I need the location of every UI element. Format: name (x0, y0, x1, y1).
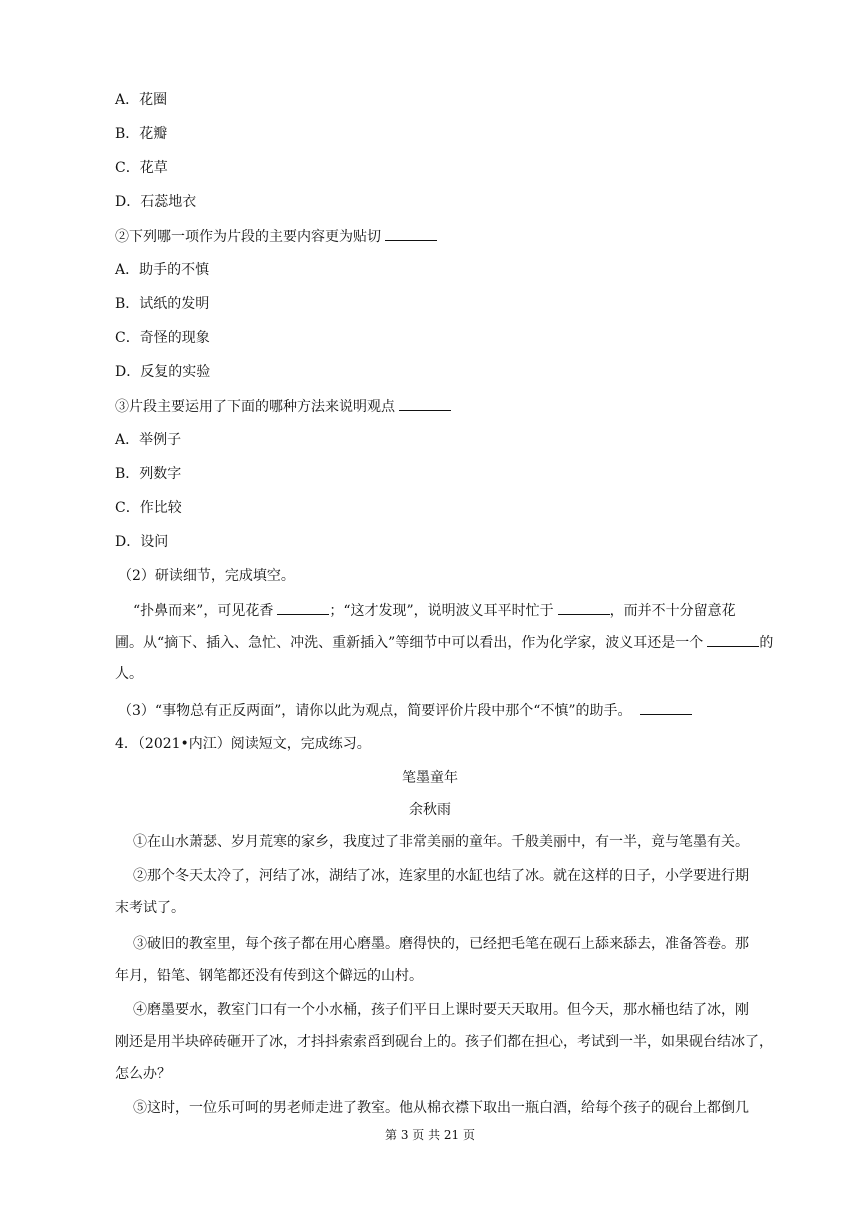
answer-blank[interactable] (277, 600, 329, 615)
fill-blank-line-2 (115, 632, 773, 653)
paragraph-4-end: 怎么办？ (115, 1066, 171, 1082)
fill-text: ，而并不十分留意花 (609, 603, 736, 619)
paragraph-3-cont: 年月，铅笔、钢笔都还没有传到这个僻远的山村。 (115, 968, 423, 984)
question-4: 4．（2021•内江）阅读短文，完成练习。 (115, 736, 371, 752)
question-2-text: ②下列哪一项作为片段的主要内容更为贴切 (115, 229, 381, 245)
option-c: C．奇怪的现象 (115, 330, 210, 346)
fill-text: 的 (759, 635, 774, 651)
option-d: D．石蕊地衣 (115, 194, 197, 210)
paragraph-2: ②那个冬天太冷了，河结了冰，湖结了冰，连家里的水缸也结了冰。就在这样的日子，小学要进行期 (133, 868, 749, 884)
option-c: C．作比较 (115, 500, 182, 516)
option-b: B．试纸的发明 (115, 296, 210, 312)
fill-text: ；“这才发现”，说明波义耳平时忙于 (329, 603, 554, 619)
option-a: A．花圈 (115, 92, 168, 108)
sub-question-2: （2）研读细节，完成填空。 (118, 568, 295, 584)
paragraph-5: ⑤这时，一位乐可呵的男老师走进了教室。他从棉衣襟下取出一瓶白酒，给每个孩子的砚台上都倒几 (133, 1100, 749, 1116)
question-3 (115, 396, 451, 417)
paragraph-2-cont: 末考试了。 (115, 900, 185, 916)
question-2 (115, 226, 437, 247)
article-author: 余秋雨 (409, 802, 451, 818)
answer-blank[interactable] (640, 700, 692, 715)
option-a: A．举例子 (115, 432, 182, 448)
option-d: D．反复的实验 (115, 364, 211, 380)
option-d: D．设问 (115, 534, 169, 550)
option-b: B．花瓣 (115, 126, 168, 142)
sub-question-3 (118, 700, 692, 721)
paragraph-4: ④磨墨要水，教室门口有一个小水桶，孩子们平日上课时要天天取用。但今天，那水桶也结了冰，刚 (133, 1002, 749, 1018)
fill-blank-line-1 (133, 600, 736, 621)
fill-blank-line-3: 人。 (115, 666, 143, 682)
fill-text: “扑鼻而来”，可见花香 (133, 603, 274, 619)
article-title: 笔墨童年 (402, 770, 458, 786)
answer-blank[interactable] (558, 600, 610, 615)
paragraph-1: ①在山水萧瑟、岁月荒寒的家乡，我度过了非常美丽的童年。千般美丽中，有一半，竟与笔墨有关。 (133, 834, 749, 850)
paragraph-3: ③破旧的教室里，每个孩子都在用心磨墨。磨得快的，已经把毛笔在砚石上舔来舔去，准备答卷。那 (133, 936, 749, 952)
fill-text: 圃。从“摘下、插入、急忙、冲洗、重新插入”等细节中可以看出，作为化学家，波义耳还是一个 (115, 635, 704, 651)
page-footer: 第 3 页 共 21 页 (385, 1128, 475, 1142)
sub-question-3-text: （3）“事物总有正反两面”，请你以此为观点，简要评价片段中那个“不慎”的助手。 (118, 703, 632, 719)
option-c: C．花草 (115, 160, 168, 176)
answer-blank[interactable] (385, 226, 437, 241)
option-a: A．助手的不慎 (115, 262, 210, 278)
question-3-text: ③片段主要运用了下面的哪种方法来说明观点 (115, 399, 395, 415)
paragraph-4-cont: 刚还是用半块碎砖砸开了冰，才抖抖索索舀到砚台上的。孩子们都在担心，考试到一半，如果砚台结冰了， (115, 1034, 773, 1050)
option-b: B．列数字 (115, 466, 182, 482)
answer-blank[interactable] (707, 632, 759, 647)
answer-blank[interactable] (399, 396, 451, 411)
